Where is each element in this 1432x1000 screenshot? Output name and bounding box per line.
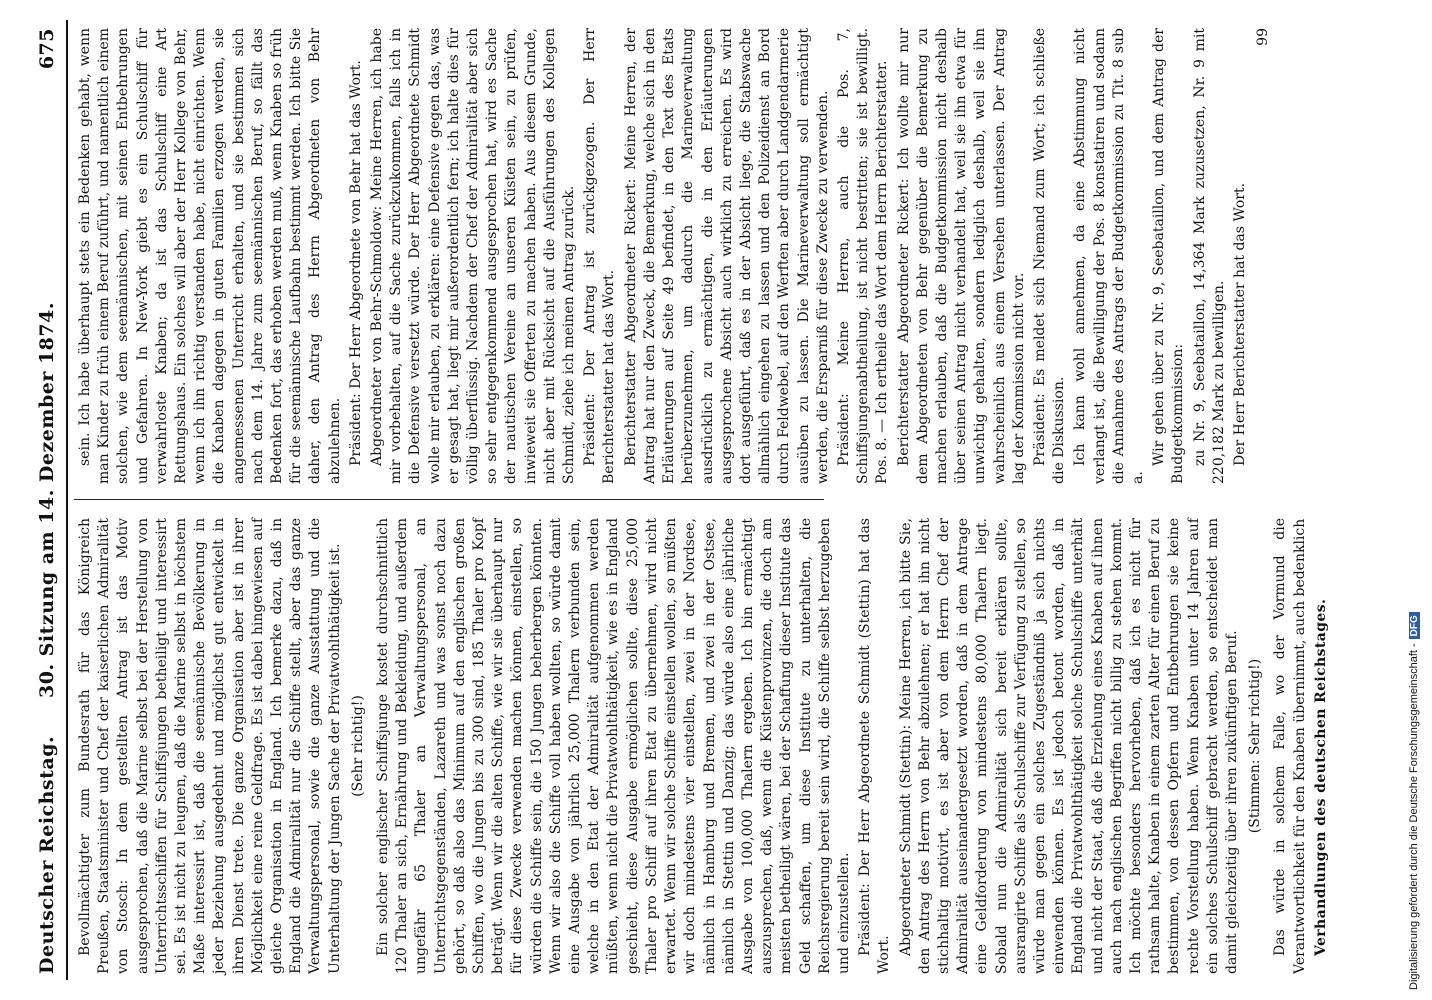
dfg-footer <box>1408 612 1420 990</box>
header-session: 30. Sitzung am 14. Dezember 1874. <box>36 302 58 698</box>
paragraph: zu Nr. 9, Seebataillon, 14,364 Mark zuzusetzen, Nr. 9 mit 220,182 Mark zu bewilligen. <box>1191 28 1227 484</box>
header-publication: Deutscher Reichstag. <box>36 735 58 974</box>
paragraph: Berichterstatter Abgeordneter Rickert: Ich wollte mir nur dem Abgeordneten von Behr gegenüber die Bemerkung zu machen erlauben, daß die Budgetkommission nicht deshalb über seinen Antrag nicht verhandelt hat, weil sie ihn etwa für unwichtig gehalten, sondern lediglich deshalb, weil sie ihn wahrscheinlich aus einem Versehen unterlassen. Der Antrag lag der Kommission nicht vor. <box>895 28 1027 484</box>
dfg-footer-text: Digitalisierung gefördert durch die Deutsche Forschungsgemeinschaft - <box>1408 643 1420 990</box>
rotated-page <box>30 20 1390 980</box>
paragraph: Das würde in solchem Falle, wo der Vormund die Verantwortlichkeit für den Knaben übernimmt, auch bedenklich <box>1272 518 1308 974</box>
page-header <box>30 20 68 980</box>
paragraph: Abgeordneter Schmidt (Stettin): Meine Herren, ich bitte Sie, den Antrag des Herrn von Behr abzulehnen; er hat ihn nicht stichhaltig motivirt, es ist aber von dem Herrn Chef der Admiralität auseinandergesetzt worden, daß in dem Antrage eine Geldforderung von mindestens 80,000 Thalern liegt. Sobald nun die Admiralität sich bereit erklären sollte, ausrangirte Schiffe als Schulschiffe zur Verfügung zu stellen, so würde man gegen ein solches Zugeständniß ja sich nichts einwenden können. Es ist jedoch betont worden, daß in England die Privatwohlthätigkeit solche Schulschiffe unterhält und nicht der Staat, daß die Erziehung eines Knaben auf ihnen auch nach englischen Begriffen nicht billig zu stehen kommt. Ich möchte besonders hervorheben, daß ich es nicht für rathsam halte, Knaben in einem zarten Alter für einen Beruf zu bestimmen, von dessen Opfern und Entbehrungen sie keine rechte Vorstellung haben. Wenn Knaben unter 14 Jahren auf ein solches Schulschiff gebracht werden, so entscheidet man damit gleichzeitig über ihren zukünftigen Beruf. <box>897 518 1240 974</box>
header-page-number: 675 <box>36 28 58 70</box>
left-signature: Verhandlungen des deutschen Reichstages. <box>1312 598 1329 956</box>
paragraph: Ein solcher englischer Schiffsjunge kostet durchschnittlich 120 Thaler an sich, Ernährung und Bekleidung, und außerdem ungefähr 65 Thaler an Verwaltungspersonal, an Unterrichtsgegenständen, Lazareth und was sonst noch dazu gehört, so daß also das Minimum auf den englischen großen Schiffen, wo die Jungen bis zu 300 sind, 185 Thaler pro Kopf beträgt. Wenn wir die alten Schiffe, wie wir sie überhaupt nur für diese Zwecke verwenden machen können, einstellen, so würden die Schiffe sein, die 150 Jungen beherbergen könnten. Wenn wir also die Schiffe voll haben wollten, so würde damit eine Ausgabe von jährlich 25,000 Thalern verbunden sein, welche in den Etat der Admiralität aufgenommen werden müßten, wenn nicht die Privatwohlthätigkeit, wie es in England geschieht, diese Ausgabe ermöglichen sollte, diese 25,000 Thaler pro Schiff auf ihren Etat zu übernehmen, wird nicht erwartet. Wenn wir solche Schiffe einstellen wollen, so müßten wir doch mindestens vier einstellen, zwei in der Nordsee, nämlich in Hamburg und Bremen, und zwei in der Ostsee, nämlich in Stettin und Danzig; das würde also eine jährliche Ausgabe von 100,000 Thalern ergeben. Ich bin ermächtigt auszusprechen, daß, wenn die Küstenprovinzen, die doch am meisten betheiligt wären, bei der Schaffung dieser Institute das Geld schaffen, um diese Institute zu unterhalten, die Reichsregierung bereit sein wird, die Schiffe selbst herzugeben und einzustellen. <box>375 518 852 974</box>
right-signature: 99 <box>1255 28 1272 46</box>
paragraph: Der Herr Berichterstatter hat das Wort. <box>1231 182 1248 466</box>
paragraph: Bevollmächtigter zum Bundesrath für das Königreich Preußen, Staatsminister und Chef der kaiserlichen Admiralität von Stosch: In dem gestellten Antrag ist das Motiv ausgesprochen, daß die Marine selbst bei der Herstellung von Unterrichtsschiffen für Schiffsjungen betheiligt und interessirt sei. Es ist nicht zu leugnen, daß die Marine selbst in höchstem Maße interessirt ist, daß die seemännische Bevölkerung in jeder Beziehung ausgedehnt und möglichst gut entwickelt in ihren Dienst trete. Die ganze Organisation aber ist in ihrer Möglichkeit eine reine Geldfrage. Es ist dabei hingewiesen auf gleiche Organisation in England. Ich bemerke dazu, daß in England die Admiralität nur die Schiffe stellt, aber das ganze Verwaltungspersonal, sowie die ganze Ausstattung und die Unterhaltung der Jungen Sache der Privatwohlthätigkeit ist. <box>77 518 343 974</box>
left-column <box>76 518 1333 974</box>
paragraph: Berichterstatter Abgeordneter Rickert: Meine Herren, der Antrag hat nur den Zweck, die Bemerkung, welche sich in den Erläuterungen auf Seite 49 befindet, in den Text des Etats herüberzunehmen, um dadurch die Marineverwaltung ausdrücklich zu ermächtigen, die in den Erläuterungen ausgesprochene Absicht auch wirklich zu erreichen. Es wird dort ausgeführt, daß es in der Absicht liege, die Stabswache allmählich eingehen zu lassen und den Polizeidienst an Bord durch Feldwebel, auf den Werften aber durch Landgendarmerie ausüben zu lassen. Die Marineverwaltung soll ermächtigt werden, die Ersparniß für diese Zwecke zu verwenden. <box>622 28 831 484</box>
paragraph: Präsident: Der Herr Abgeordnete von Behr hat das Wort. <box>347 60 364 466</box>
paragraph: sein. Ich habe überhaupt stets ein Bedenken gehabt, wenn man Kinder zu früh einem Beruf zuführt, und namentlich einem solchen, wie dem seemännischen, mit seinen Entbehrungen und Gefahren. In New-York giebt es ein Schulschiff für verwahrloste Knaben; da ist das Schulschiff eine Art Rettungshaus. Ein solches will aber der Herr Kollege von Behr, wenn ich ihn richtig verstanden habe, nicht einrichten. Wenn die Knaben dagegen in guten Familien erzogen werden, sie angemessenen Unterricht erhalten, und sie bestimmen sich nach dem 14. Jahre zum seemännischen Beruf, so fällt das Bedenken fort, das erhoben werden muß, wenn Knaben so früh für die seemännische Laufbahn bestimmt werden. Ich bitte Sie daher, den Antrag des Herrn Abgeordneten von Behr abzulehnen. <box>77 28 343 484</box>
column-divider <box>74 499 824 500</box>
dfg-logo: DFG <box>1409 612 1420 639</box>
paragraph: Abgeordneter von Behr-Schmoldow: Meine Herren, ich habe mir vorbehalten, auf die Sache zurückzukommen, falls ich in die Defensive versetzt würde. Der Herr Abgeordnete Schmidt wolle mir erlauben, zu erklären: eine Defensive gegen das, was er gesagt hat, liegt mir außerordentlich fern; ich halte dies für völlig überflüssig. Nachdem der Chef der Admiralität aber sich so sehr entgegenkommend ausgesprochen hat, wird es Sache der nautischen Vereine an unseren Küsten sein, zu prüfen, inwieweit sie Offerten zu machen haben. Aus diesem Grunde, nicht aber mit Rücksicht auf die Ausführungen des Kollegen Schmidt, ziehe ich meinen Antrag zurück. <box>369 28 578 484</box>
paragraph: Präsident: Der Antrag ist zurückgezogen. Der Herr Berichterstatter hat das Wort. <box>582 28 618 484</box>
paragraph: Präsident: Meine Herren, auch die Pos. 7, Schiffsjungenabtheilung, ist nicht bestritten; sie ist bewilligt. Pos. 8. — Ich ertheile das Wort dem Herrn Berichterstatter. <box>835 28 891 484</box>
paragraph: Präsident: Es meldet sich Niemand zum Wort; ich schließe die Diskussion. <box>1031 28 1068 484</box>
paragraph: Wir gehen über zu Nr. 9, Seebataillon, und dem Antrag der Budgetkommission: <box>1151 28 1187 484</box>
paragraph: (Sehr richtig!) <box>349 695 366 797</box>
paragraph: Präsident: Der Herr Abgeordnete Schmidt (Stettin) hat das Wort. <box>857 518 893 974</box>
paragraph: Ich kann wohl annehmen, da eine Abstimmung nicht verlangt ist, die Bewilligung der Pos. 8 konstatiren und sodann die Annahme des Antrags der Budgetkommission zu Tit. 8 sub a. <box>1072 28 1146 484</box>
right-column <box>76 28 1275 484</box>
paragraph: (Stimmen: Sehr richtig!) <box>1247 658 1264 834</box>
